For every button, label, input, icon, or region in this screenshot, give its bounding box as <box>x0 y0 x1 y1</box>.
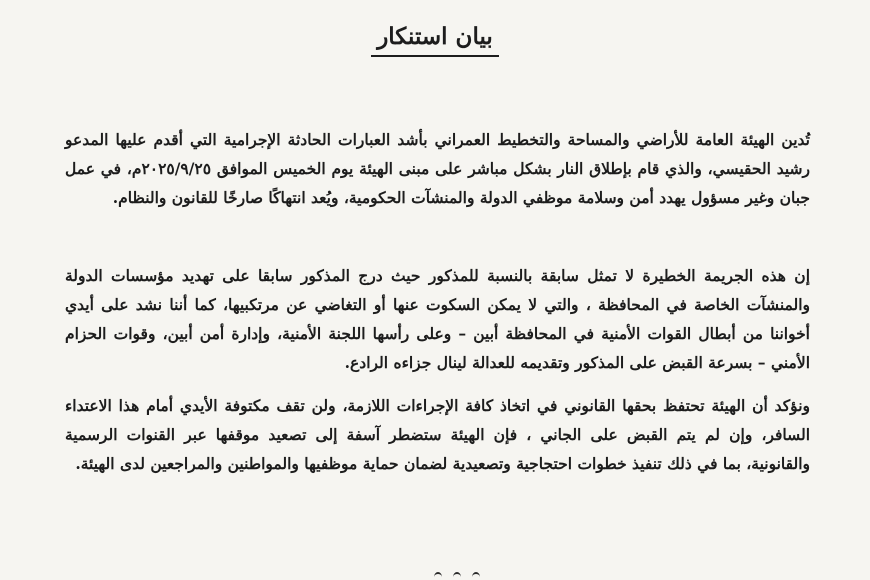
paragraph-condemnation: تُدين الهيئة العامة للأراضي والمساحة والتخطيط العمراني بأشد العبارات الحادثة الإجرامية التي أقدم عليها المدعو رشيد الحقيسي، والذي قام بإطلاق النار بشكل مباشر على مبنى الهيئة يوم الخميس الموافق ٢٠٢٥/٩/٢٥م، في عمل جبان وغير مسؤول يهدد أمن وسلامة موظفي الدولة والمنشآت الحكومية، ويُعد انتهاكًا صارخًا للقانون والنظام. <box>65 130 810 207</box>
cropped-signature-fragment <box>400 567 480 580</box>
document-title-text: بيان استنكار <box>371 20 499 57</box>
document-title <box>0 20 870 57</box>
signature-stroke <box>472 572 480 580</box>
signature-stroke <box>434 572 442 580</box>
paragraph-crime-details: إن هذه الجريمة الخطيرة لا تمثل سابقة بالنسبة للمذكور حيث درج المذكور سابقا على تهديد مؤسسات الدولة والمنشآت الخاصة في المحافظة ، والتي لا يمكن السكوت عنها أو التغاضي عن مرتكبيها، كما أننا نشد على أيدي أخواننا من أبطال القوات الأمنية في المحافظة أبين – وعلى رأسها اللجنة الأمنية، وإدارة أمن أبين، وقوات الحزام الأمني – بسرعة القبض على المذكور وتقديمه للعدالة لينال جزاءه الرادع. <box>65 266 810 372</box>
signature-stroke <box>453 572 461 580</box>
paragraph-legal-position: ونؤكد أن الهيئة تحتفظ بحقها القانوني في اتخاذ كافة الإجراءات اللازمة، ولن تقف مكتوفة الأيدي أمام هذا الاعتداء السافر، وإن لم يتم القبض على الجاني ، فإن الهيئة ستضطر آسفة إلى تصعيد موقفها عبر القنوات الرسمية والقانونية، بما في ذلك تنفيذ خطوات احتجاجية وتصعيدية لضمان حماية موظفيها والمواطنين والمراجعين لدى الهيئة. <box>65 396 810 473</box>
